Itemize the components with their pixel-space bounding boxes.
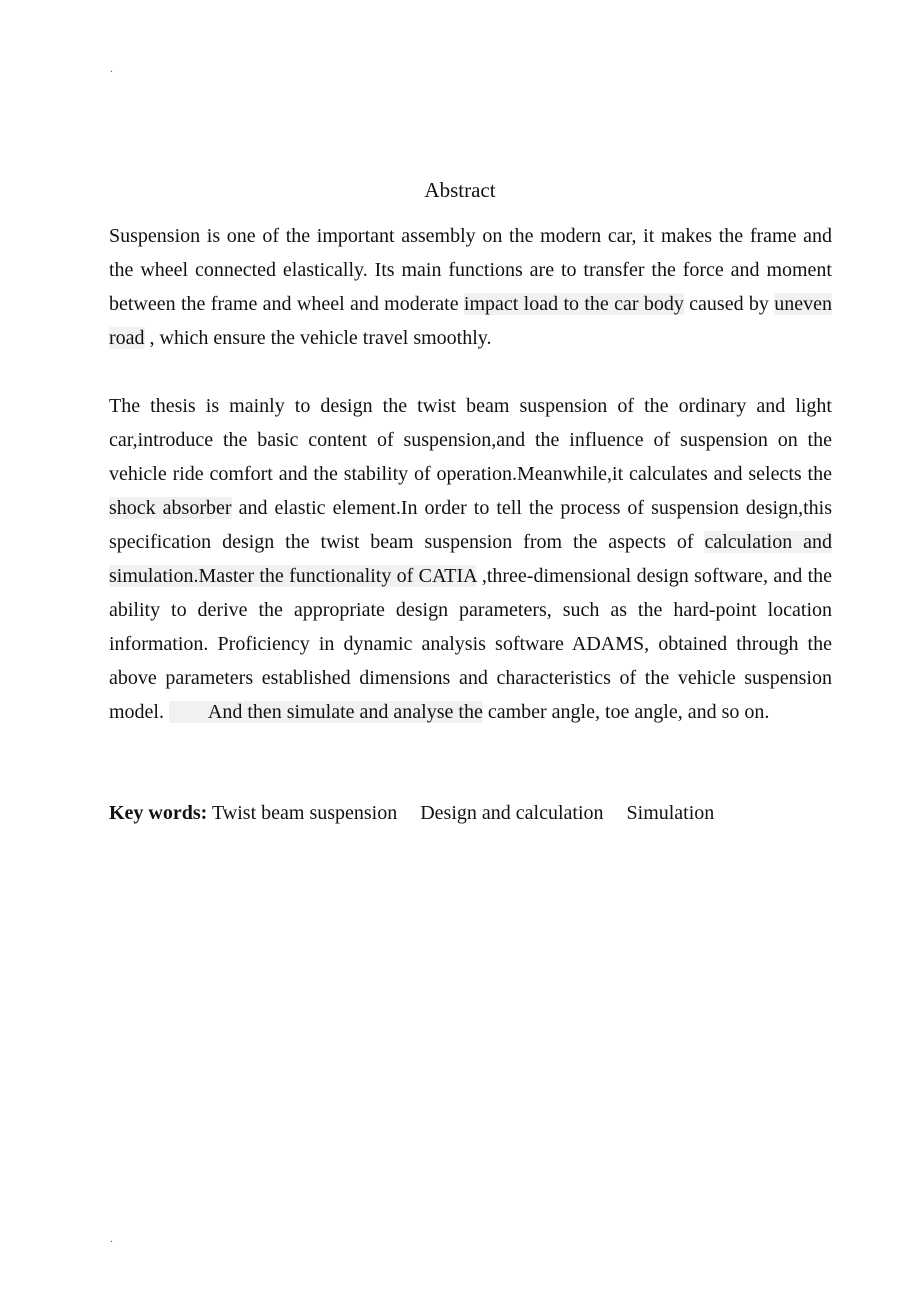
paragraph-text: , which ensure the vehicle travel smoothly. — [144, 327, 492, 349]
paragraph-text: Suspension is one of the important assembly on the modern car, it makes the frame and the wheel connected elastically. Its main functions are to transfer the force and moment between the frame and wheel and moderate — [109, 225, 832, 315]
paragraph-text: and elastic element.In order to tell the process of suspension design,this specification design the twist beam suspension from the aspects of — [109, 497, 832, 553]
highlighted-phrase: calculation and simulation.Master the functionality of CATIA — [109, 531, 832, 587]
highlighted-phrase: shock absorber — [109, 497, 232, 519]
paragraph-text: The thesis is mainly to design the twist beam suspension of the ordinary and light car,introduce the basic content of suspension,and the influence of suspension on the vehicle ride comfort and the stability of operation.Meanwhile,it calculates and selects the — [109, 395, 832, 485]
abstract-paragraph-2 — [109, 389, 832, 729]
keyword-item: Simulation — [626, 802, 715, 824]
keyword-item: Design and calculation — [420, 802, 604, 824]
abstract-paragraph-1 — [109, 219, 832, 355]
paragraph-text: ,three-dimensional design software, and the ability to derive the appropriate design parameters, such as the hard-point location information. Proficiency in dynamic analysis software ADAMS, obtained through the above parameters established dimensions and characteristics of the vehicle suspension model. — [109, 565, 833, 723]
highlighted-phrase: uneven road — [109, 293, 833, 349]
keywords-label: Key words: — [109, 802, 208, 824]
page-title: Abstract — [424, 178, 496, 202]
highlighted-phrase: impact load to the car body — [463, 293, 684, 315]
page-header-mark: . — [110, 61, 113, 75]
keywords-line — [109, 796, 832, 830]
paragraph-text: camber angle, toe angle, and so on. — [482, 701, 770, 723]
page-footer-mark: . — [110, 1231, 113, 1245]
highlighted-phrase: And then simulate and analyse the — [169, 701, 483, 723]
paragraph-text: caused by — [683, 293, 775, 315]
keyword-item: Twist beam suspension — [211, 802, 398, 824]
